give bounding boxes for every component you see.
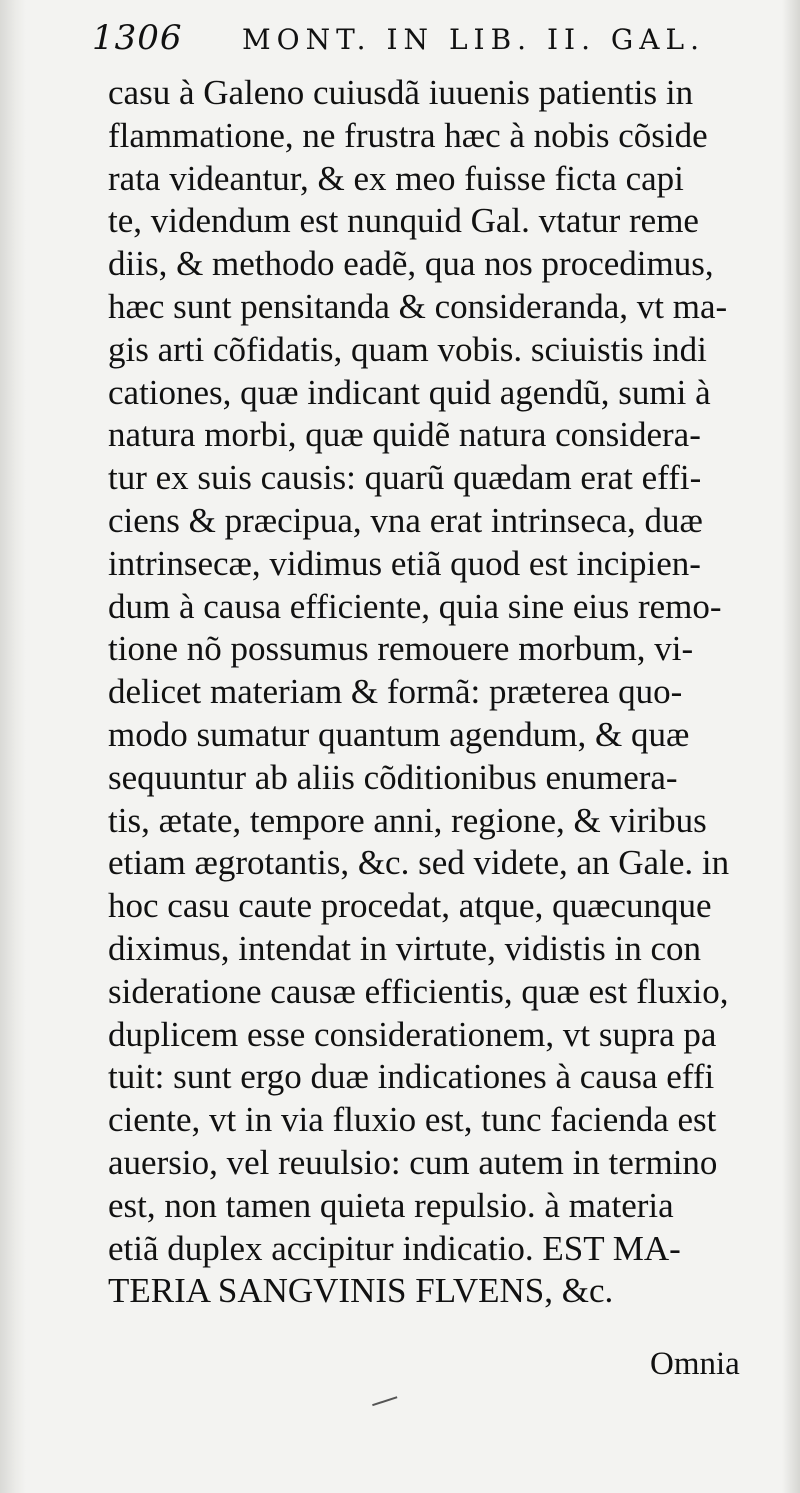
text-line-5: diis, & methodo eadẽ, qua nos procedimus, bbox=[108, 244, 714, 284]
page-number: 1306 bbox=[92, 18, 183, 58]
catchword: Omnia bbox=[650, 1346, 740, 1382]
text-line-21: diximus, intendat in virtute, vidistis in con bbox=[108, 928, 702, 968]
text-line-15: delicet materiam & formã: præterea quo- bbox=[108, 672, 683, 712]
text-line-4: te, videndum est nunquid Gal. vtatur reme bbox=[108, 201, 699, 241]
text-line-25: ciente, vt in via fluxio est, tunc facienda est bbox=[108, 1100, 717, 1140]
text-line-7: gis arti cõfidatis, quam vobis. sciuistis indi bbox=[108, 329, 707, 369]
text-line-24: tuit: sunt ergo duæ indicationes à causa effi bbox=[108, 1057, 715, 1097]
page-header bbox=[92, 16, 752, 64]
text-line-9: natura morbi, quæ quidẽ natura considera- bbox=[108, 415, 701, 455]
text-line-18: tis, ætate, tempore anni, regione, & viribus bbox=[108, 800, 707, 840]
text-line-26: auersio, vel reuulsio: cum autem in termino bbox=[108, 1142, 718, 1182]
text-line-16: modo sumatur quantum agendum, & quæ bbox=[108, 714, 690, 754]
text-line-11: ciens & præcipua, vna erat intrinseca, duæ bbox=[108, 500, 703, 540]
text-line-22: sideratione causæ efficientis, quæ est fluxio, bbox=[108, 971, 729, 1011]
running-head: MONT. IN LIB. II. GAL. bbox=[242, 23, 705, 56]
body-text bbox=[108, 72, 798, 1313]
ink-mark bbox=[372, 1396, 400, 1414]
text-line-20: hoc casu caute procedat, atque, quæcunque bbox=[108, 886, 712, 926]
text-line-1: casu à Galeno cuiusdã iuuenis patientis in bbox=[108, 73, 694, 112]
text-line-29: TERIA SANGVINIS FLVENS, &c. bbox=[108, 1271, 614, 1311]
text-line-28: etiã duplex accipitur indicatio. EST MA- bbox=[108, 1228, 681, 1268]
page-edge-shadow-left bbox=[0, 0, 26, 1493]
text-line-3: rata videantur, & ex meo fuisse ficta capi bbox=[108, 158, 684, 198]
text-line-17: sequuntur ab aliis cõditionibus enumera- bbox=[108, 757, 678, 797]
text-line-27: est, non tamen quieta repulsio. à materia bbox=[108, 1185, 674, 1225]
text-line-8: cationes, quæ indicant quid agendũ, sumi à bbox=[108, 372, 711, 412]
text-line-6: hæc sunt pensitanda & consideranda, vt ma- bbox=[108, 286, 728, 326]
text-line-10: tur ex suis causis: quarũ quædam erat effi- bbox=[108, 458, 702, 498]
text-line-23: duplicem esse considerationem, vt supra pa bbox=[108, 1014, 717, 1054]
text-line-13: dum à causa efficiente, quia sine eius remo- bbox=[108, 586, 722, 626]
text-line-2: flammatione, ne frustra hæc à nobis cõside bbox=[108, 115, 708, 155]
text-line-12: intrinsecæ, vidimus etiã quod est incipien- bbox=[108, 543, 701, 583]
text-line-14: tione nõ possumus remouere morbum, vi- bbox=[108, 629, 694, 669]
text-line-19: etiam ægrotantis, &c. sed videte, an Gale. in bbox=[108, 843, 730, 883]
